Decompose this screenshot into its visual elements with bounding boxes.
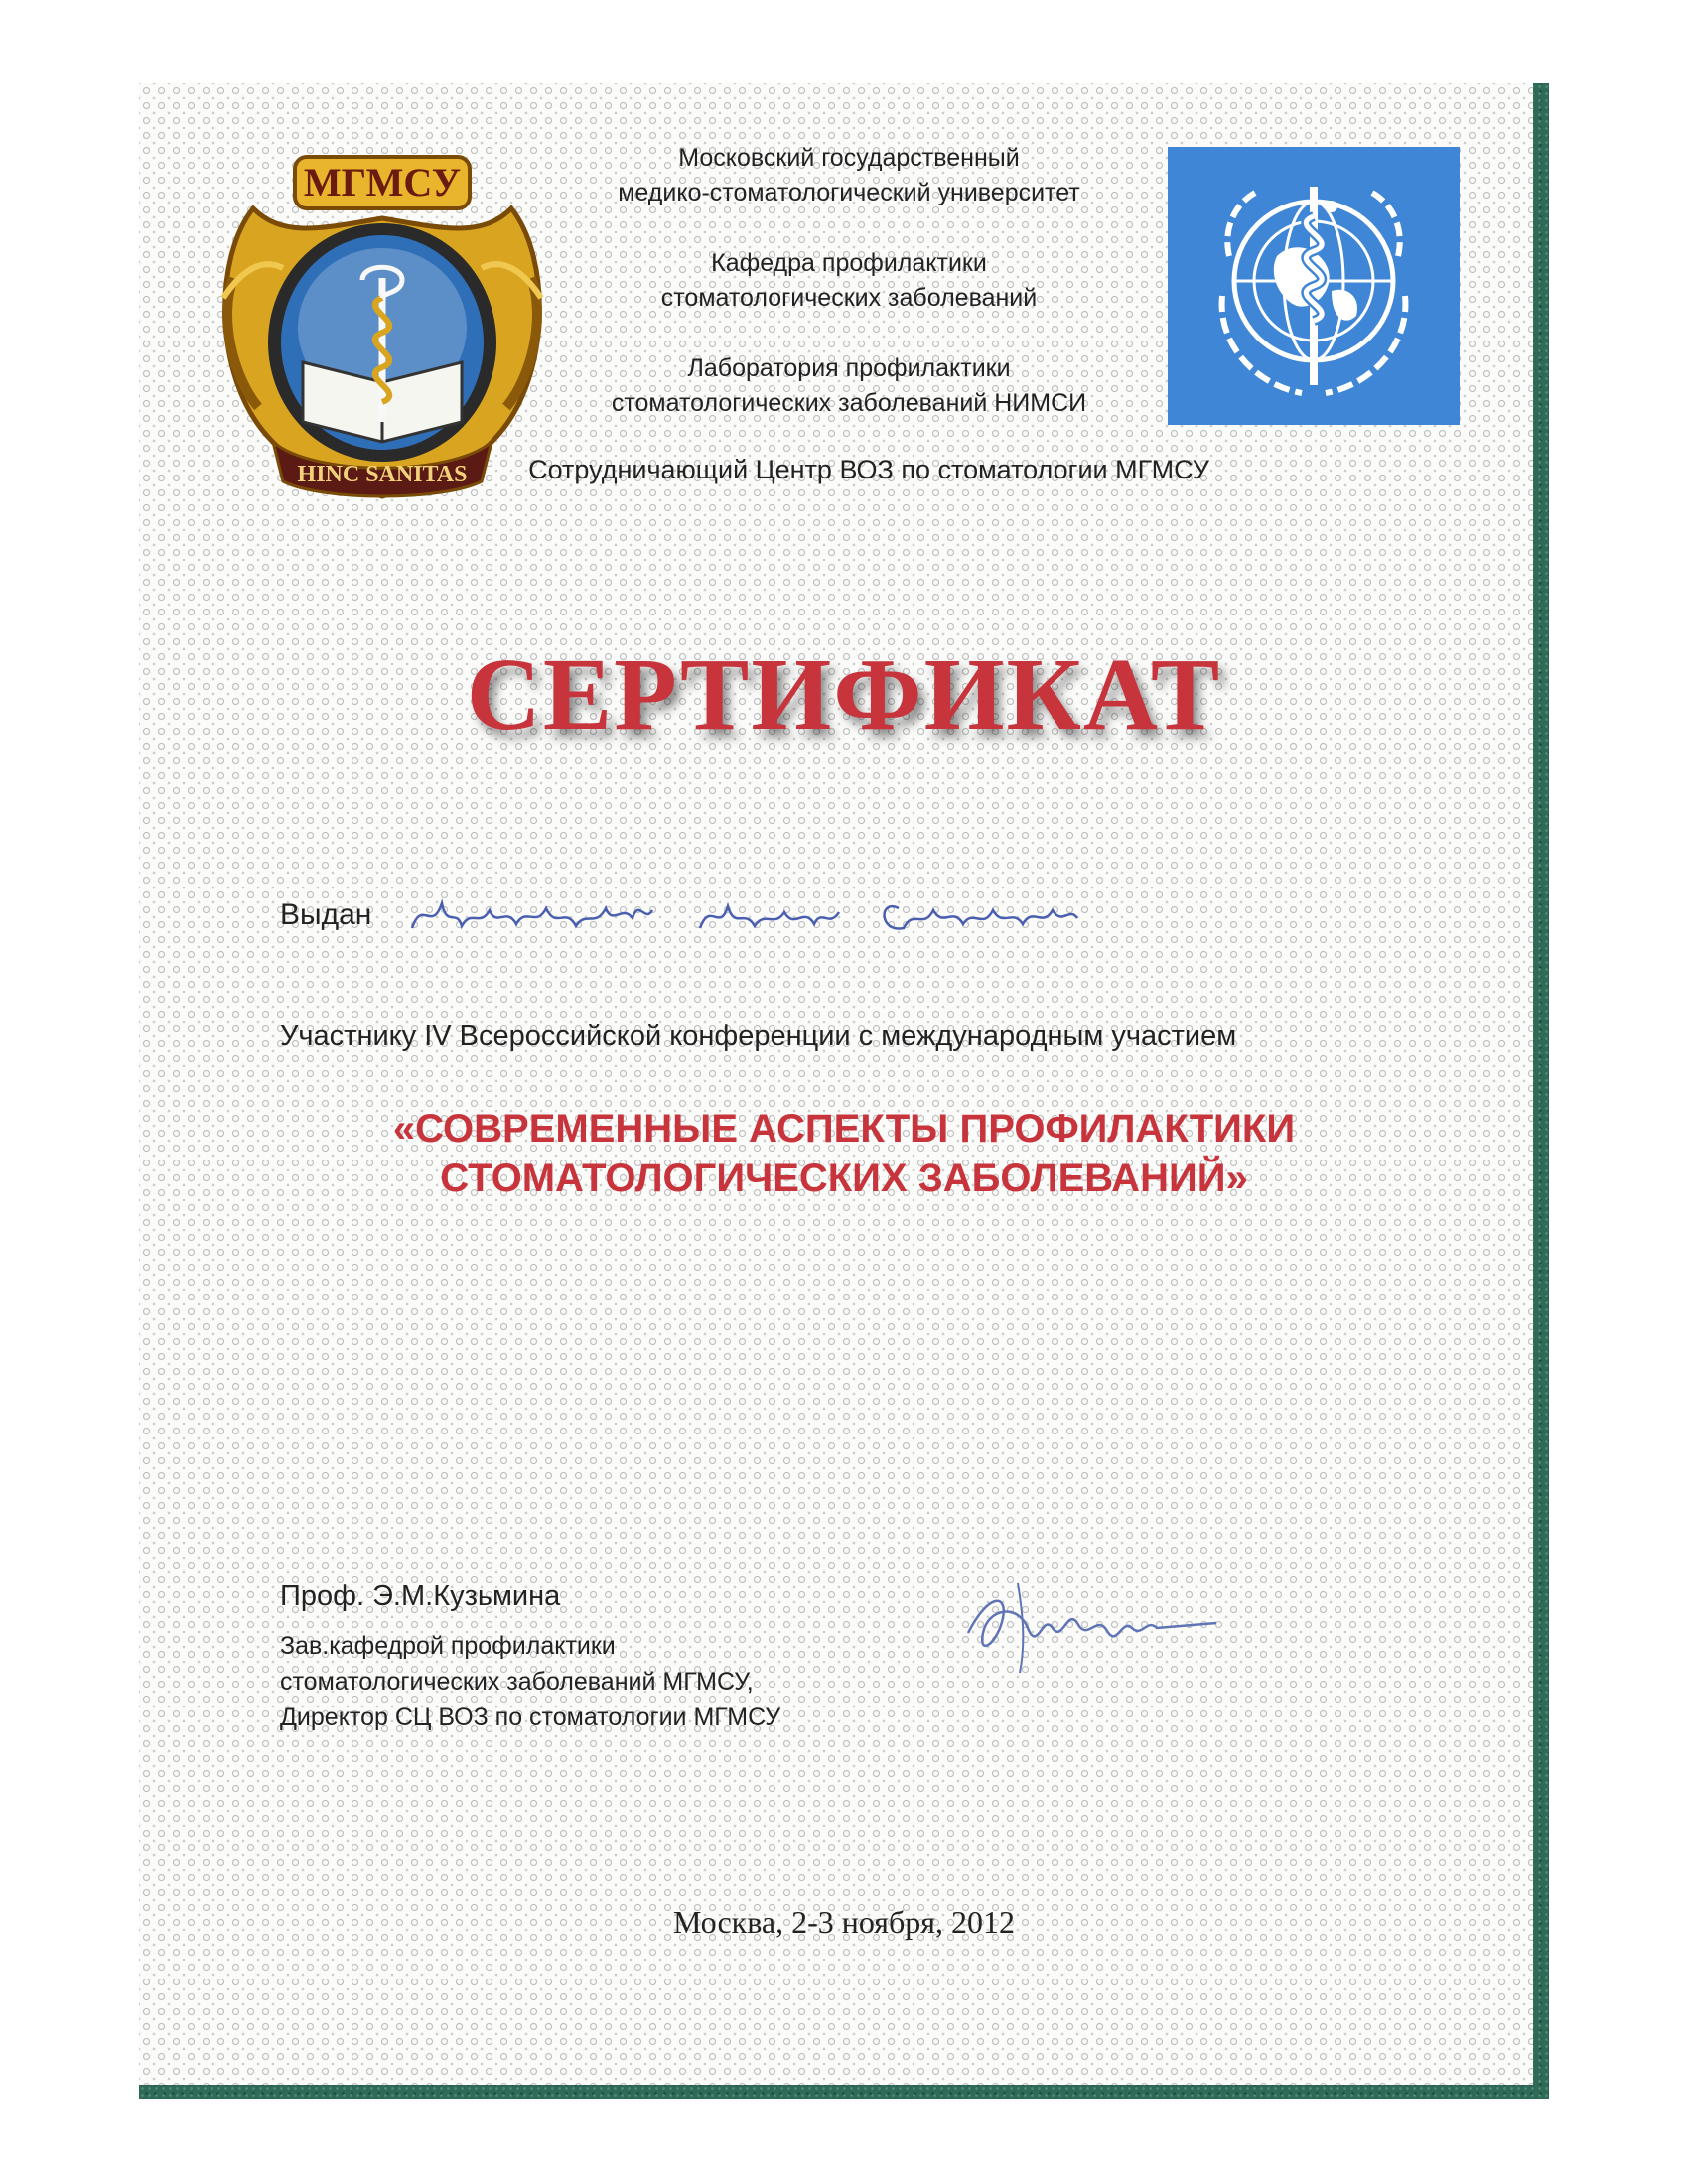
mgmsu-crest-logo	[213, 149, 551, 506]
signatory-name: Проф. Э.М.Кузьмина	[280, 1580, 561, 1612]
place-date: Москва, 2-3 ноября, 2012	[673, 1904, 1015, 1940]
signatory-position	[280, 1628, 780, 1735]
recipient-handwritten-name	[402, 888, 1216, 948]
laboratory-line-2: стоматологических заболеваний НИМСИ	[611, 389, 1087, 417]
position-line-2: стоматологических заболеваний МГМСУ,	[280, 1668, 754, 1696]
department-line-2: стоматологических заболеваний	[660, 284, 1038, 312]
crest-top-text: МГМСУ	[303, 160, 462, 205]
laboratory-line-1: Лаборатория профилактики	[687, 354, 1011, 382]
department-name	[536, 246, 1162, 316]
university-line-2: медико-стоматологический университет	[618, 179, 1080, 206]
event-line-1: «СОВРЕМЕННЫЕ АСПЕКТЫ ПРОФИЛАКТИКИ	[392, 1107, 1296, 1151]
participant-line: Участнику IV Всероссийской конференции с международным участием	[280, 1021, 1237, 1052]
event-line-2: СТОМАТОЛОГИЧЕСКИХ ЗАБОЛЕВАНИЙ»	[440, 1157, 1248, 1200]
position-line-3: Директор СЦ ВОЗ по стоматологии МГМСУ	[280, 1704, 781, 1731]
who-emblem-logo	[1168, 147, 1460, 425]
university-line-1: Московский государственный	[678, 144, 1020, 172]
certificate-title: СЕРТИФИКАТ	[466, 637, 1222, 751]
position-line-1: Зав.кафедрой профилактики	[280, 1632, 616, 1660]
department-line-1: Кафедра профилактики	[711, 249, 987, 277]
signature	[948, 1573, 1236, 1683]
issued-label: Выдан	[280, 898, 372, 931]
who-center-line: Сотрудничающий Центр ВОЗ по стоматологии МГМСУ	[528, 455, 1209, 484]
crest-motto: HINC SANITAS	[297, 462, 468, 487]
laboratory-name	[536, 351, 1162, 421]
university-name	[536, 141, 1162, 210]
event-title	[258, 1104, 1430, 1203]
